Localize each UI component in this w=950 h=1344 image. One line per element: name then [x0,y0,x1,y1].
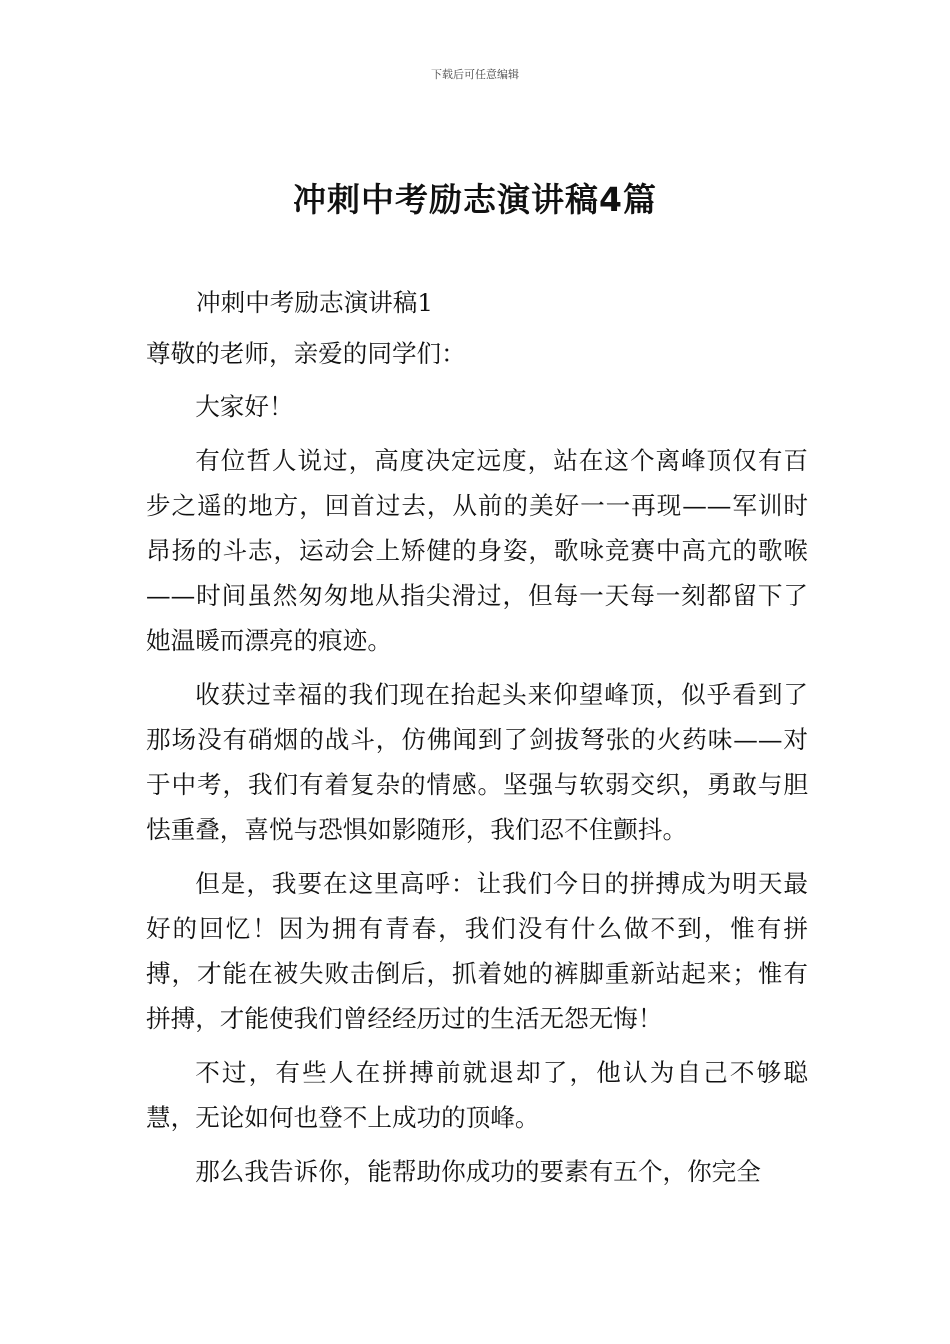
greeting: 大家好！ [195,392,294,421]
salutation: 尊敬的老师，亲爱的同学们： [146,339,466,368]
speech-heading: 冲刺中考励志演讲稿1 [196,288,433,317]
paragraph: 但是，我要在这里高呼：让我们今日的拼搏成为明天最好的回忆！因为拥有青春，我们没有什么做不到，惟有拼搏，才能在被失败击倒后，抓着她的裤脚重新站起来；惟有拼搏，才能使我们曾经经历过的生活无怨无悔！ [146,869,808,1033]
header-note: 下载后可任意编辑 [431,68,519,81]
document-body [146,280,808,1203]
paragraph: 收获过幸福的我们现在抬起头来仰望峰顶，似乎看到了那场没有硝烟的战斗，仿佛闻到了剑拔弩张的火药味——对于中考，我们有着复杂的情感。坚强与软弱交织，勇敢与胆怯重叠，喜悦与恐惧如影随形，我们忍不住颤抖。 [146,680,808,844]
paragraph: 不过，有些人在拼搏前就退却了，他认为自己不够聪慧，无论如何也登不上成功的顶峰。 [146,1058,808,1132]
paragraph: 那么我告诉你，能帮助你成功的要素有五个，你完全 [195,1157,761,1186]
paragraph: 有位哲人说过，高度决定远度，站在这个离峰顶仅有百步之遥的地方，回首过去，从前的美好一一再现——军训时昂扬的斗志，运动会上矫健的身姿，歌咏竞赛中高亢的歌喉——时间虽然匆匆地从指尖滑过，但每一天每一刻都留下了她温暖而漂亮的痕迹。 [146,446,808,655]
document-title: 冲刺中考励志演讲稿4篇 [293,180,657,219]
